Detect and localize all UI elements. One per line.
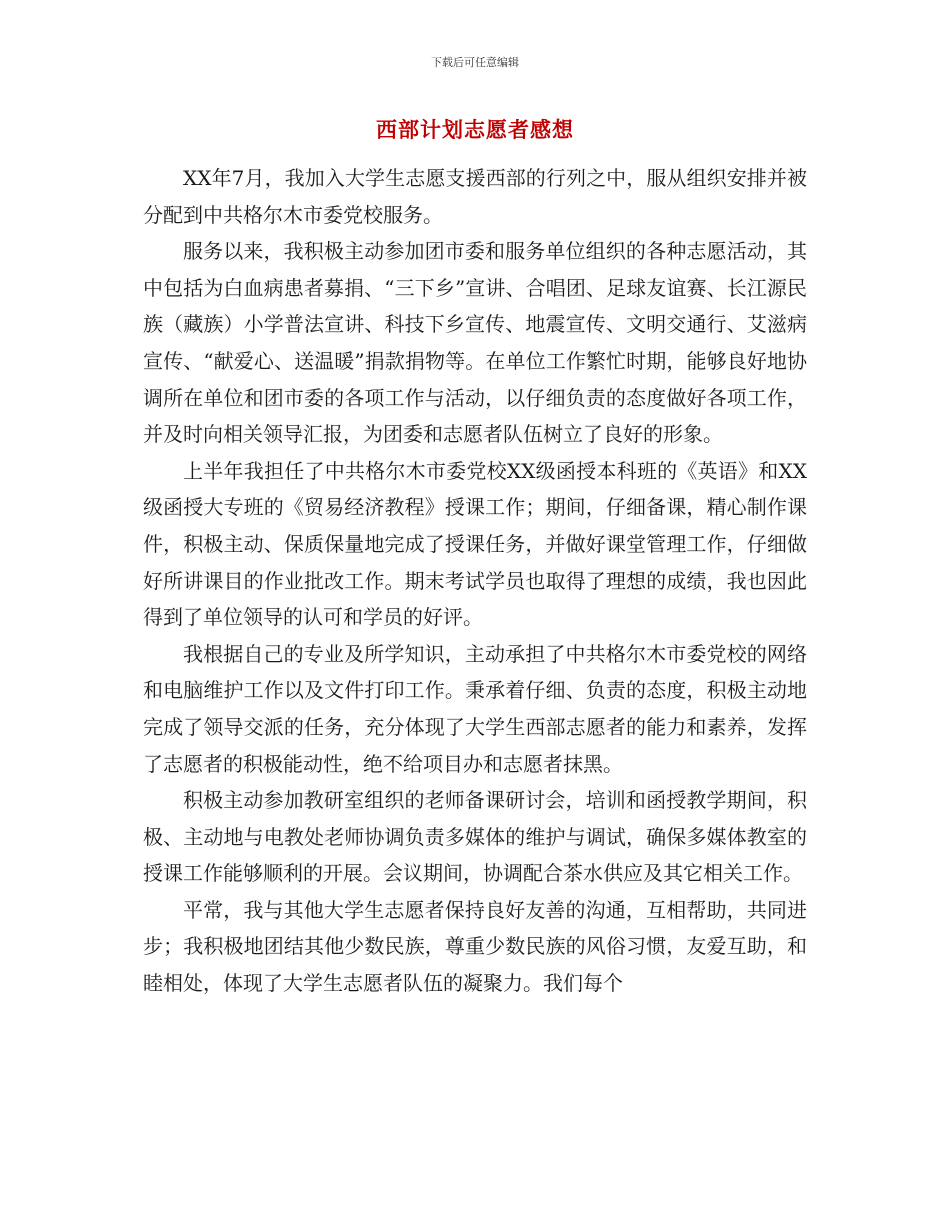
document-title: 西部计划志愿者感想 — [376, 117, 574, 142]
document-body — [143, 160, 807, 1002]
paragraph-6: 平常，我与其他大学生志愿者保持良好友善的沟通，互相帮助，共同进步；我积极地团结其他少数民族，尊重少数民族的风俗习惯，友爱互助，和睦相处，体现了大学生志愿者队伍的凝聚力。我们每个 — [143, 897, 807, 996]
paragraph-3: 上半年我担任了中共格尔木市委党校XX级函授本科班的《英语》和XX级函授大专班的《贸易经济教程》授课工作；期间，仔细备课，精心制作课件，积极主动、保质保量地完成了授课任务，并做好课堂管理工作，仔细做好所讲课目的作业批改工作。期末考试学员也取得了理想的成绩，我也因此得到了单位领导的认可和学员的好评。 — [143, 458, 807, 630]
paragraph-1: XX年7月，我加入大学生志愿支援西部的行列之中，服从组织安排并被分配到中共格尔木市委党校服务。 — [143, 166, 807, 227]
header-note: 下载后可任意编辑 — [431, 56, 519, 69]
paragraph-2: 服务以来，我积极主动参加团市委和服务单位组织的各种志愿活动，其中包括为白血病患者募捐、“三下乡”宣讲、合唱团、足球友谊赛、长江源民族（藏族）小学普法宣讲、科技下乡宣传、地震宣传、文明交通行、艾滋病宣传、“献爱心、送温暖”捐款捐物等。在单位工作繁忙时期，能够良好地协调所在单位和团市委的各项工作与活动，以仔细负责的态度做好各项工作，并及时向相关领导汇报，为团委和志愿者队伍树立了良好的形象。 — [143, 239, 807, 447]
paragraph-5: 积极主动参加教研室组织的老师备课研讨会，培训和函授教学期间，积极、主动地与电教处老师协调负责多媒体的维护与调试，确保多媒体教室的授课工作能够顺利的开展。会议期间，协调配合茶水供应及其它相关工作。 — [143, 788, 807, 886]
paragraph-4: 我根据自己的专业及所学知识，主动承担了中共格尔木市委党校的网络和电脑维护工作以及文件打印工作。秉承着仔细、负责的态度，积极主动地完成了领导交派的任务，充分体现了大学生西部志愿者的能力和素养，发挥了志愿者的积极能动性，绝不给项目办和志愿者抹黑。 — [143, 641, 807, 776]
